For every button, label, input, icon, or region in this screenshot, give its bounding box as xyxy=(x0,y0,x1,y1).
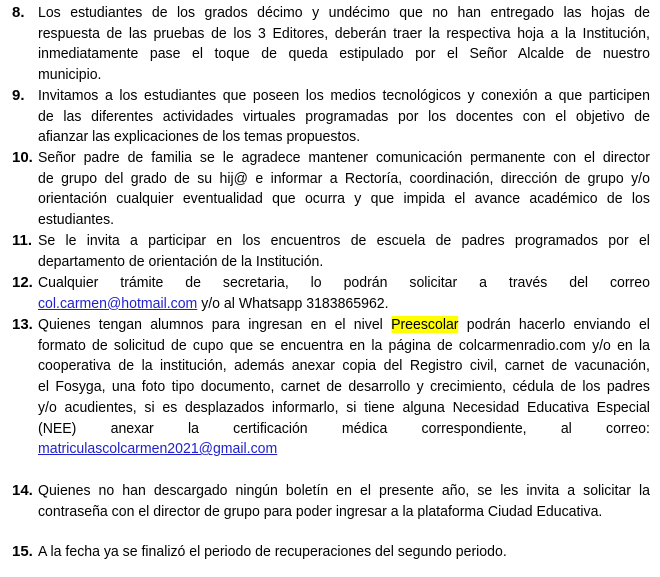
item-text xyxy=(38,86,650,148)
text-line: formato de solicitud de cupo que se encuentra en la página de colcarmenradio.com y/o en la xyxy=(38,336,650,354)
text-line xyxy=(38,294,650,315)
text-line: orientación cualquier eventualidad que ocurra y que impida el avance académico de los xyxy=(38,190,650,208)
item-number: 8. xyxy=(12,4,25,21)
text-line: A la fecha ya se finalizó el periodo de recuperaciones del segundo periodo. xyxy=(38,543,507,560)
text-segment: Quienes tengan alumnos para ingresan en el nivel xyxy=(38,316,392,333)
text-line: inmediatamente pase el toque de queda estipulado por el Señor Alcalde de nuestro xyxy=(38,45,650,63)
item-number: 10. xyxy=(12,149,33,166)
text-line xyxy=(38,439,650,460)
text-line: respuesta de las pruebas de los 3 Editores, deberán traer la respectiva hoja a la Institución, xyxy=(38,24,650,42)
item-text xyxy=(38,231,650,272)
text-line: departamento de orientación de la Institución. xyxy=(38,252,324,270)
item-text xyxy=(38,148,650,231)
text-line: el Fosyga, una foto tipo documento, carnet de desarrollo y crecimiento, cédula de los padres xyxy=(38,378,650,396)
secretaria-email-link[interactable]: col.carmen@hotmail.com xyxy=(38,294,198,312)
whatsapp-text: y/o al Whatsapp 3183865962. xyxy=(197,294,389,312)
item-text xyxy=(38,481,650,522)
item-number: 11. xyxy=(12,232,33,249)
text-line xyxy=(38,315,650,336)
text-line: (NEE) anexar la certificación médica correspondiente, al correo: xyxy=(38,419,650,437)
matriculas-email-link[interactable]: matriculascolcarmen2021@gmail.com xyxy=(38,440,278,458)
text-line: Señor padre de familia se le agradece mantener comunicación permanente con el director xyxy=(38,149,650,166)
item-text xyxy=(38,542,650,563)
text-line: de las diferentes actividades virtuales programadas por los docentes con el objetivo de xyxy=(38,107,650,125)
highlighted-word: Preescolar xyxy=(391,316,459,333)
item-number: 14. xyxy=(12,482,33,499)
item-text xyxy=(38,315,650,460)
item-number: 15. xyxy=(12,543,33,560)
text-line: y/o acudientes, si es desplazados informarlo, si tiene alguna Necesidad Educativa Especial xyxy=(38,398,650,416)
text-line: estudiantes. xyxy=(38,211,115,229)
text-line: Se le invita a participar en los encuentros de escuela de padres programados por el xyxy=(38,232,650,249)
item-text xyxy=(38,3,650,86)
text-line: Invitamos a los estudiantes que poseen los medios tecnológicos y conexión a que participen xyxy=(38,87,650,104)
text-line: cooperativa de la institución, además anexar copia del Registro civil, carnet de vacunación, xyxy=(38,357,650,375)
text-line: afianzar las explicaciones de los temas propuestos. xyxy=(38,128,361,146)
item-number: 9. xyxy=(12,87,25,104)
text-line: contraseña con el director de grupo para poder ingresar a la plataforma Ciudad Educativa. xyxy=(38,502,603,520)
text-line: Los estudiantes de los grados décimo y undécimo que no han entregado las hojas de xyxy=(38,4,650,21)
text-line: Quienes no han descargado ningún boletín en el presente año, se les invita a solicitar la xyxy=(38,482,650,499)
item-text xyxy=(38,273,650,314)
text-segment: podrán hacerlo enviando el xyxy=(458,316,650,333)
text-line: Cualquier trámite de secretaria, lo podrán solicitar a través del correo xyxy=(38,274,650,291)
text-line: municipio. xyxy=(38,66,102,84)
item-number: 12. xyxy=(12,274,33,291)
text-line: de grupo del grado de su hij@ e informar a Rectoría, coordinación, dirección de grupo y/o xyxy=(38,169,650,187)
item-number: 13. xyxy=(12,316,33,333)
